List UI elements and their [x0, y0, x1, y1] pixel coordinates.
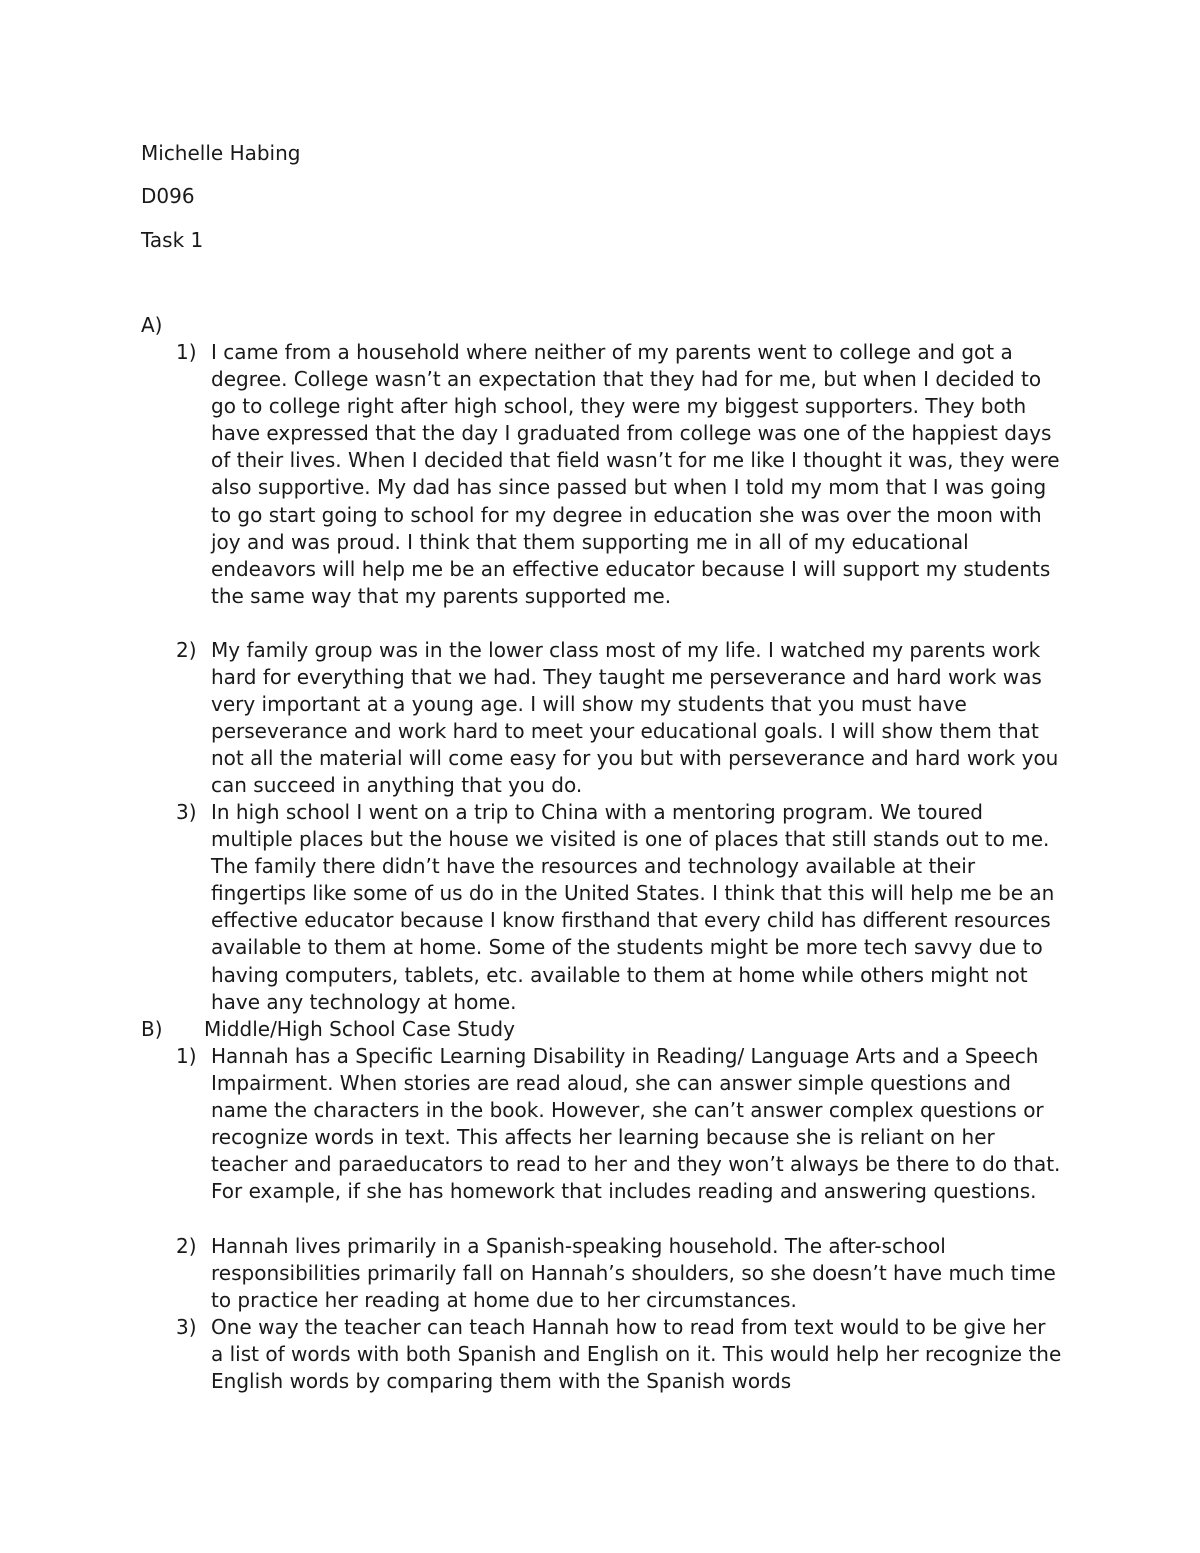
section-a-label: A)	[141, 313, 163, 337]
section-a-item-2-number: 2)	[176, 638, 197, 662]
section-b-label: B)	[141, 1017, 163, 1041]
section-b-item-2-number: 2)	[176, 1234, 197, 1258]
section-b-title: Middle/High School Case Study	[204, 1017, 515, 1041]
course-code: D096	[141, 184, 195, 208]
section-a-item-3-text: In high school I went on a trip to China with a mentoring program. We toured multiple places but the house we visited is one of places that still stands out to me. The family there didn’t have the resources and technology available at their fingertips like some of us do in the United States. I think that this will help me be an effective educator because I know firsthand that every child has different resources available to them at home. Some of the students might be more tech savvy due to having computers, tablets, etc. available to them at home while others might not have any technology at home.	[211, 800, 1055, 1014]
task-label: Task 1	[141, 228, 204, 252]
section-a-item-3-number: 3)	[176, 800, 197, 824]
section-b-item-2-text: Hannah lives primarily in a Spanish-speaking household. The after-school responsibilities primarily fall on Hannah’s shoulders, so she doesn’t have much time to practice her reading at home due to her circumstances.	[211, 1234, 1056, 1313]
section-b-item-3-number: 3)	[176, 1315, 197, 1339]
section-a-item-1-text: I came from a household where neither of my parents went to college and got a degree. College wasn’t an expectation that they had for me, but when I decided to go to college right after high school, they were my biggest supporters. They both have expressed that the day I graduated from college was one of the happiest days of their lives. When I decided that field wasn’t for me like I thought it was, they were also supportive. My dad has since passed but when I told my mom that I was going to go start going to school for my degree in education she was over the moon with joy and was proud. I think that them supporting me in all of my educational endeavors will help me be an effective educator because I will support my students the same way that my parents supported me.	[211, 340, 1060, 608]
section-a-item-1-number: 1)	[176, 340, 197, 364]
section-b-item-1-text: Hannah has a Specific Learning Disability in Reading/ Language Arts and a Speech Impairment. When stories are read aloud, she can answer simple questions and name the characters in the book. However, she can’t answer complex questions or recognize words in text. This affects her learning because she is reliant on her teacher and paraeducators to read to her and they won’t always be there to do that. For example, if she has homework that includes reading and answering questions.	[211, 1044, 1061, 1204]
section-b-item-3-text: One way the teacher can teach Hannah how to read from text would to be give her a list of words with both Spanish and English on it. This would help her recognize the English words by comparing them with the Spanish words	[211, 1315, 1062, 1394]
section-a-item-2-text: My family group was in the lower class most of my life. I watched my parents work hard for everything that we had. They taught me perseverance and hard work was very important at a young age. I will show my students that you must have perseverance and work hard to meet your educational goals. I will show them that not all the material will come easy for you but with perseverance and hard work you can succeed in anything that you do.	[211, 638, 1059, 798]
section-b-item-1-number: 1)	[176, 1044, 197, 1068]
author-name: Michelle Habing	[141, 141, 301, 165]
